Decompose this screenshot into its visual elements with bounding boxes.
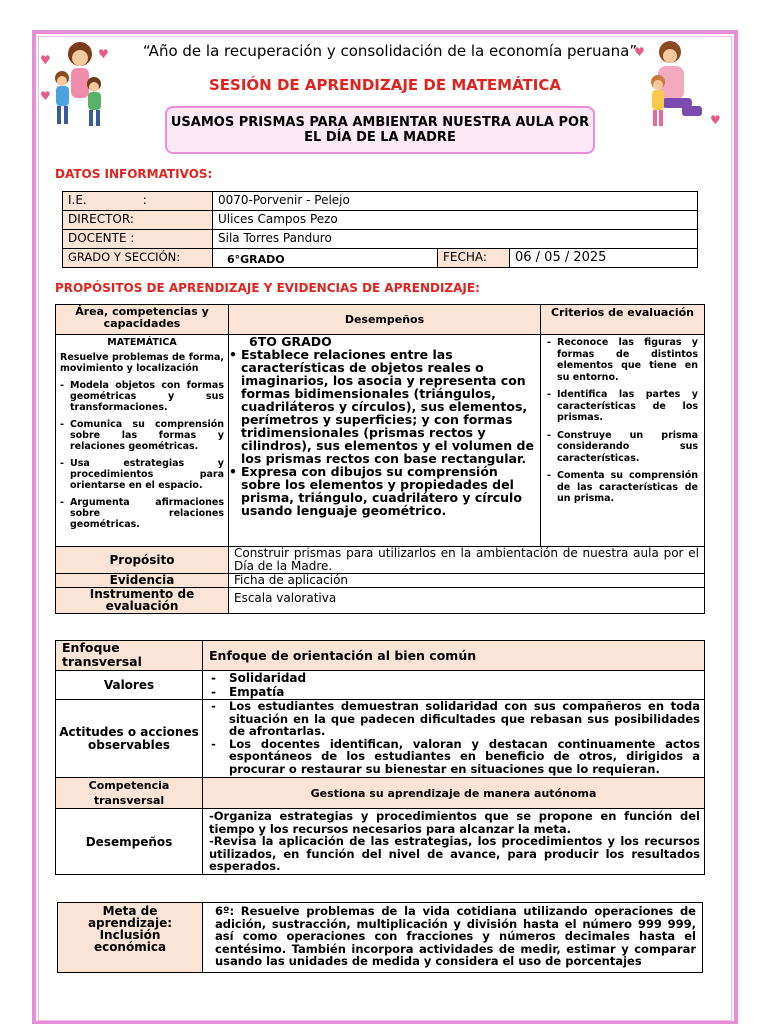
capacidad-item: - Modela objetos con formas geométricas y sus transformaciones. <box>60 380 224 413</box>
desempeno-text: Establece relaciones entre las características de objetos reales o imaginarios, los asocia y representa con formas bidimensionales (triángulos, cuadriláteros y círculos), sus elementos, perímetros y superficies; y con formas tridimensionales (prismas rectos y cilindros), sus elementos y el volumen de los prismas rectos con base rectangular. <box>241 347 534 466</box>
datos-heading: DATOS INFORMATIVOS: <box>55 167 213 181</box>
session-title: USAMOS PRISMAS PARA AMBIENTAR NUESTRA AULA POR EL DÍA DE LA MADRE <box>170 115 590 145</box>
instrumento-value: Escala valorativa <box>229 588 705 614</box>
criterios-list <box>547 337 698 505</box>
desempeno-transversal-item: -Organiza estrategias y procedimientos que se propone en función del tiempo y los recursos necesarios para alcanzar la meta. <box>209 809 700 836</box>
svg-text:♥: ♥ <box>40 53 51 67</box>
desempenos-transversal-cell <box>203 809 705 875</box>
valores-list <box>211 671 696 699</box>
actitudes-label: Actitudes o acciones observables <box>56 700 203 778</box>
valores-cell <box>203 671 705 700</box>
evidencia-value: Ficha de aplicación <box>229 574 705 588</box>
ie-label-cell <box>63 192 213 211</box>
docente-value: Sila Torres Panduro <box>213 230 698 249</box>
bullet-icon: • <box>229 347 237 362</box>
valor-item: - Empatía <box>211 685 696 699</box>
svg-text:♥: ♥ <box>710 113 721 127</box>
docente-label: DOCENTE : <box>63 230 213 249</box>
competencia-text: Resuelve problemas de forma, movimiento y localización <box>60 352 224 374</box>
ie-value: 0070-Porvenir - Pelejo <box>213 192 698 211</box>
session-title-box <box>165 106 595 154</box>
fecha-value: 06 / 05 / 2025 <box>510 249 698 268</box>
competencia-transversal-label: Competencia transversal <box>56 778 203 809</box>
criterio-item: - Identifica las partes y características de los prismas. <box>547 389 698 424</box>
year-motto: “Año de la recuperación y consolidación de la economía peruana” <box>142 42 638 60</box>
actitud-text: Los docentes identifican, valoran y destacan continuamente actos espontáneos de los estudiantes en beneficio de otros, dirigidos a procurar o restaurar su bienestar en situaciones que lo requieran. <box>229 736 700 776</box>
meta-label: Meta de aprendizaje: Inclusión económica <box>58 903 203 973</box>
competencia-transversal-value: Gestiona su aprendizaje de manera autónoma <box>203 778 705 809</box>
fecha-label: FECHA: <box>438 249 510 268</box>
grado-label: GRADO Y SECCIÓN: <box>63 249 213 268</box>
evidencia-label: Evidencia <box>56 574 229 588</box>
enfoque-label: Enfoque transversal <box>56 641 203 671</box>
meta-value: 6º: Resuelve problemas de la vida cotidiana utilizando operaciones de adición, sustracción, multiplicación y división hasta el número 999 999, así como operaciones con fracciones y números decimales hasta el centésimo. También incorpora actividades de medir, estimar y comparar usando las unidades de medida y considera el uso de porcentajes <box>203 903 703 973</box>
propositos-table <box>55 304 705 614</box>
mother-children-illustration-left <box>38 36 118 136</box>
col-area-header: Área, competencias y capacidades <box>56 305 229 335</box>
dash-marker: - <box>211 699 216 713</box>
desempeno-item <box>229 348 536 465</box>
criterios-cell <box>541 335 705 547</box>
actitud-text: Los estudiantes demuestran solidaridad con sus compañeros en toda situación en la que padecen dificultades que rebasan sus posibilidades de afrontarlas. <box>229 699 700 738</box>
datos-table <box>62 191 698 268</box>
criterio-item: - Construye un prisma considerando sus características. <box>547 430 698 465</box>
svg-text:♥: ♥ <box>634 45 645 59</box>
svg-text:♥: ♥ <box>98 47 109 61</box>
desempenos-cell <box>229 335 541 547</box>
session-heading: SESIÓN DE APRENDIZAJE DE MATEMÁTICA <box>209 76 561 94</box>
enfoque-value: Enfoque de orientación al bien común <box>203 641 705 671</box>
proposito-label: Propósito <box>56 547 229 574</box>
area-name: MATEMÁTICA <box>107 337 177 348</box>
bullet-icon: • <box>229 464 237 479</box>
capacidad-item: - Comunica su comprensión sobre las formas y relaciones geométricas. <box>60 419 224 452</box>
svg-text:♥: ♥ <box>40 89 51 103</box>
area-cell <box>56 335 229 547</box>
actitud-item <box>211 738 700 776</box>
ie-label: I.E. <box>68 193 87 207</box>
proposito-value: Construir prismas para utilizarlos en la ambientación de nuestra aula por el Día de la Madre. <box>229 547 705 574</box>
desempenos-transversal-label: Desempeños <box>56 809 203 875</box>
director-value: Ulices Campos Pezo <box>213 211 698 230</box>
propositos-heading: PROPÓSITOS DE APRENDIZAJE Y EVIDENCIAS DE APRENDIZAJE: <box>55 281 480 295</box>
ie-colon: : <box>142 193 147 207</box>
desempeno-item <box>229 465 536 517</box>
capacidad-item: - Usa estrategias y procedimientos para orientarse en el espacio. <box>60 458 224 491</box>
capacidad-item: - Argumenta afirmaciones sobre relaciones geométricas. <box>60 497 224 530</box>
col-criterios-header: Criterios de evaluación <box>541 305 705 335</box>
grado-value: 6°GRADO <box>213 249 438 268</box>
valor-item: - Solidaridad <box>211 671 696 685</box>
col-desempenos-header: Desempeños <box>229 305 541 335</box>
actitud-item <box>211 700 700 738</box>
dash-marker: - <box>211 736 216 751</box>
desempeno-text: Expresa con dibujos su comprensión sobre los elementos y propiedades del prisma, triángulo, cuadrilátero y círculo usando lenguaje geométrico. <box>241 464 522 518</box>
director-label: DIRECTOR: <box>63 211 213 230</box>
criterio-item: - Reconoce las figuras y formas de distintos elementos que tiene en su entorno. <box>547 337 698 383</box>
desempeno-transversal-item: -Revisa la aplicación de las estrategias, los procedimientos y los recursos utilizados, en función del nivel de avance, para producir los resultados esperados. <box>209 834 700 873</box>
enfoque-table <box>55 640 705 875</box>
instrumento-label: Instrumento de evaluación <box>56 588 229 614</box>
grado-title: 6TO GRADO <box>249 334 332 349</box>
meta-table <box>57 902 703 973</box>
valores-label: Valores <box>56 671 203 700</box>
capacidades-list <box>60 380 224 530</box>
actitudes-cell <box>203 700 705 778</box>
criterio-item: - Comenta su comprensión de las características de un prisma. <box>547 470 698 505</box>
